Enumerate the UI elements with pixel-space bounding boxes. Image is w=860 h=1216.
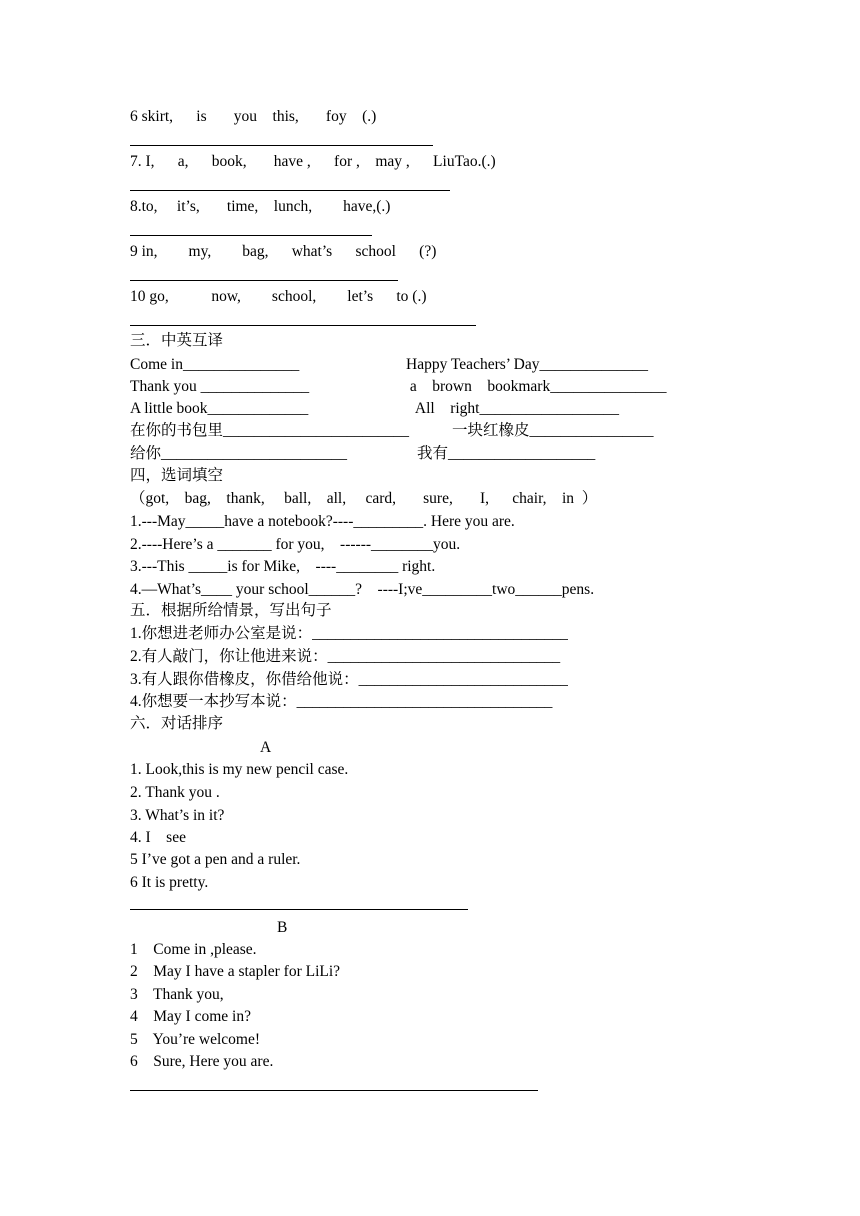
answer-line — [130, 325, 476, 326]
dialogue-a-line-2: 2. Thank you . — [130, 784, 220, 801]
dialogue-b-line-5: 5 You’re welcome! — [130, 1031, 261, 1048]
dialogue-b-line-2: 2 May I have a stapler for LiLi? — [130, 963, 341, 980]
translate-row-4-left: 在你的书包里________________________ — [130, 422, 410, 439]
situation-item-4: 4.你想要一本抄写本说：_________________________________ — [130, 693, 553, 710]
translate-row-1-right: Happy Teachers’ Day______________ — [406, 356, 648, 373]
dialogue-b-label: B — [277, 919, 288, 936]
answer-line — [130, 145, 433, 146]
section-4-title: 四，选词填空 — [130, 467, 224, 484]
answer-line — [130, 235, 372, 236]
word-bank: （got, bag, thank, ball, all, card, sure, I, chair, in ） — [130, 490, 598, 507]
fill-item-2: 2.----Here’s a _______ for you, ------________you. — [130, 536, 461, 553]
translate-row-1-left: Come in_______________ — [130, 356, 300, 373]
reorder-item-9: 9 in, my, bag, what’s school (?) — [130, 243, 437, 260]
translate-row-4-right: 一块红橡皮________________ — [452, 422, 654, 439]
section-5-title: 五．根据所给情景，写出句子 — [130, 602, 332, 619]
translate-row-3-right: All right__________________ — [408, 400, 619, 417]
situation-item-3: 3.有人跟你借橡皮，你借给他说：___________________________ — [130, 671, 568, 688]
translate-row-5-right: 我有___________________ — [417, 445, 596, 462]
situation-item-1: 1.你想进老师办公室是说：_________________________________ — [130, 625, 568, 642]
reorder-item-6: 6 skirt, is you this, foy (.) — [130, 108, 377, 125]
dialogue-b-line-1: 1 Come in ,please. — [130, 941, 257, 958]
answer-line — [130, 1090, 538, 1091]
fill-item-1: 1.---May_____have a notebook?----_________. Here you are. — [130, 513, 515, 530]
fill-item-4: 4.—What’s____ your school______? ----I;ve_________two______pens. — [130, 581, 595, 598]
dialogue-a-line-6: 6 It is pretty. — [130, 874, 209, 891]
answer-line — [130, 280, 398, 281]
reorder-item-10: 10 go, now, school, let’s to (.) — [130, 288, 427, 305]
dialogue-b-line-4: 4 May I come in? — [130, 1008, 251, 1025]
dialogue-b-line-6: 6 Sure, Here you are. — [130, 1053, 274, 1070]
situation-item-2: 2.有人敲门，你让他进来说：______________________________ — [130, 648, 561, 665]
answer-line — [130, 909, 468, 910]
dialogue-a-line-1: 1. Look,this is my new pencil case. — [130, 761, 349, 778]
dialogue-a-label: A — [260, 739, 272, 756]
reorder-item-7: 7. I, a, book, have , for , may , LiuTao.(.) — [130, 153, 496, 170]
translate-row-2-right: a brown bookmark_______________ — [406, 378, 667, 395]
dialogue-a-line-3: 3. What’s in it? — [130, 807, 225, 824]
translate-row-5-left: 给你________________________ — [130, 445, 348, 462]
reorder-item-8: 8.to, it’s, time, lunch, have,(.) — [130, 198, 391, 215]
answer-line — [130, 190, 450, 191]
dialogue-a-line-5: 5 I’ve got a pen and a ruler. — [130, 851, 301, 868]
dialogue-b-line-3: 3 Thank you, — [130, 986, 224, 1003]
translate-row-3-left: A little book_____________ — [130, 400, 309, 417]
dialogue-a-line-4: 4. I see — [130, 829, 186, 846]
section-6-title: 六．对话排序 — [130, 715, 224, 732]
section-3-title: 三．中英互译 — [130, 332, 224, 349]
translate-row-2-left: Thank you ______________ — [130, 378, 310, 395]
fill-item-3: 3.---This _____is for Mike, ----________ right. — [130, 558, 436, 575]
